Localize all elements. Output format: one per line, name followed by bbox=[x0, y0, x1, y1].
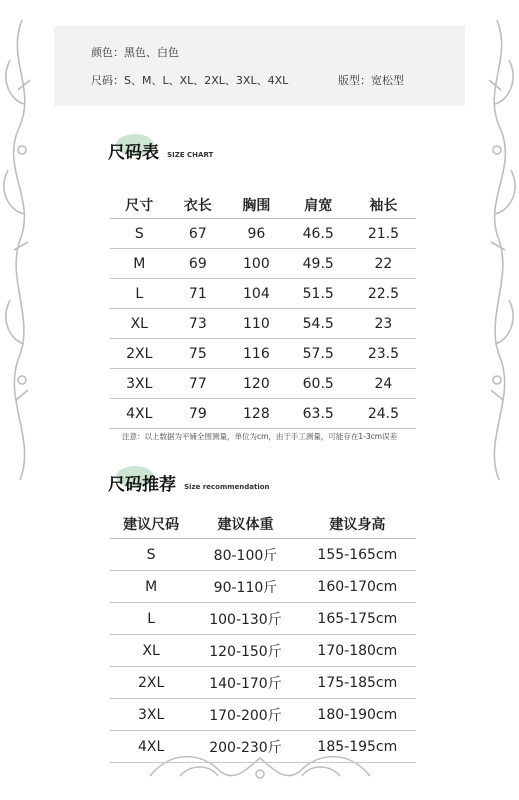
table-cell: 22.5 bbox=[351, 279, 416, 309]
table-cell: 185-195cm bbox=[299, 731, 416, 763]
table-cell: 46.5 bbox=[286, 219, 351, 249]
table-cell: 23.5 bbox=[351, 339, 416, 369]
table-row bbox=[110, 731, 416, 763]
table-cell: 23 bbox=[351, 309, 416, 339]
table-cell: M bbox=[110, 249, 169, 279]
table-cell: 3XL bbox=[110, 369, 169, 399]
table-cell: 140-170斤 bbox=[192, 667, 298, 699]
table-cell: 100 bbox=[227, 249, 286, 279]
header-cell: 肩宽 bbox=[286, 191, 351, 219]
table-cell: L bbox=[110, 603, 192, 635]
table-cell: 60.5 bbox=[286, 369, 351, 399]
color-info: 颜色：黑色、白色 bbox=[91, 46, 179, 59]
size-chart-header-row bbox=[110, 191, 416, 219]
fit-info: 版型：宽松型 bbox=[338, 74, 404, 87]
table-row bbox=[110, 339, 416, 369]
table-cell: 120-150斤 bbox=[192, 635, 298, 667]
table-cell: 2XL bbox=[110, 339, 169, 369]
table-cell: 100-130斤 bbox=[192, 603, 298, 635]
table-row bbox=[110, 635, 416, 667]
table-row bbox=[110, 539, 416, 571]
table-cell: 160-170cm bbox=[299, 571, 416, 603]
table-cell: 51.5 bbox=[286, 279, 351, 309]
table-cell: 69 bbox=[169, 249, 228, 279]
table-cell: 24 bbox=[351, 369, 416, 399]
table-cell: 79 bbox=[169, 399, 228, 429]
table-cell: 96 bbox=[227, 219, 286, 249]
table-cell: 22 bbox=[351, 249, 416, 279]
table-cell: 175-185cm bbox=[299, 667, 416, 699]
header-cell: 衣长 bbox=[169, 191, 228, 219]
table-cell: 80-100斤 bbox=[192, 539, 298, 571]
table-cell: 67 bbox=[169, 219, 228, 249]
table-row bbox=[110, 571, 416, 603]
table-cell: 63.5 bbox=[286, 399, 351, 429]
table-cell: 3XL bbox=[110, 699, 192, 731]
table-cell: XL bbox=[110, 635, 192, 667]
table-row bbox=[110, 399, 416, 429]
right-ornament-border bbox=[475, 0, 519, 800]
table-cell: 128 bbox=[227, 399, 286, 429]
table-cell: 165-175cm bbox=[299, 603, 416, 635]
table-row bbox=[110, 219, 416, 249]
table-row bbox=[110, 699, 416, 731]
table-row bbox=[110, 249, 416, 279]
header-cell: 袖长 bbox=[351, 191, 416, 219]
table-row bbox=[110, 603, 416, 635]
table-cell: M bbox=[110, 571, 192, 603]
recommendation-subtitle: Size recommendation bbox=[184, 483, 270, 491]
table-cell: 110 bbox=[227, 309, 286, 339]
table-cell: 2XL bbox=[110, 667, 192, 699]
table-cell: 4XL bbox=[110, 731, 192, 763]
table-cell: 200-230斤 bbox=[192, 731, 298, 763]
product-info-box bbox=[54, 26, 465, 106]
table-cell: L bbox=[110, 279, 169, 309]
table-cell: XL bbox=[110, 309, 169, 339]
table-cell: 49.5 bbox=[286, 249, 351, 279]
table-cell: 57.5 bbox=[286, 339, 351, 369]
sizes-info: 尺码：S、M、L、XL、2XL、3XL、4XL bbox=[91, 74, 289, 87]
table-cell: 104 bbox=[227, 279, 286, 309]
left-ornament-border bbox=[0, 0, 44, 800]
table-cell: S bbox=[110, 539, 192, 571]
table-cell: 71 bbox=[169, 279, 228, 309]
table-row bbox=[110, 279, 416, 309]
header-cell: 建议身高 bbox=[299, 510, 416, 539]
recommendation-title: 尺码推荐 bbox=[108, 475, 176, 495]
recommendation-header-row bbox=[110, 510, 416, 539]
header-cell: 尺寸 bbox=[110, 191, 169, 219]
recommendation-heading bbox=[108, 470, 270, 495]
header-cell: 建议尺码 bbox=[110, 510, 192, 539]
table-cell: 155-165cm bbox=[299, 539, 416, 571]
table-cell: 77 bbox=[169, 369, 228, 399]
size-chart-heading bbox=[108, 138, 213, 163]
table-cell: 54.5 bbox=[286, 309, 351, 339]
table-cell: 24.5 bbox=[351, 399, 416, 429]
size-chart-title: 尺码表 bbox=[108, 143, 159, 163]
table-row bbox=[110, 309, 416, 339]
table-cell: 120 bbox=[227, 369, 286, 399]
table-row bbox=[110, 369, 416, 399]
size-chart-table bbox=[110, 191, 416, 429]
measurement-note: 注意：以上数据为平铺全围测量，单位为cm，由于手工测量，可能存在1-3cm误差 bbox=[122, 432, 398, 441]
table-cell: 21.5 bbox=[351, 219, 416, 249]
table-cell: 170-200斤 bbox=[192, 699, 298, 731]
table-row bbox=[110, 667, 416, 699]
table-cell: S bbox=[110, 219, 169, 249]
table-cell: 73 bbox=[169, 309, 228, 339]
table-cell: 75 bbox=[169, 339, 228, 369]
table-cell: 4XL bbox=[110, 399, 169, 429]
header-cell: 胸围 bbox=[227, 191, 286, 219]
table-cell: 90-110斤 bbox=[192, 571, 298, 603]
size-chart-subtitle: SIZE CHART bbox=[167, 151, 214, 159]
table-cell: 116 bbox=[227, 339, 286, 369]
table-cell: 180-190cm bbox=[299, 699, 416, 731]
table-cell: 170-180cm bbox=[299, 635, 416, 667]
recommendation-table bbox=[110, 510, 416, 763]
header-cell: 建议体重 bbox=[192, 510, 298, 539]
